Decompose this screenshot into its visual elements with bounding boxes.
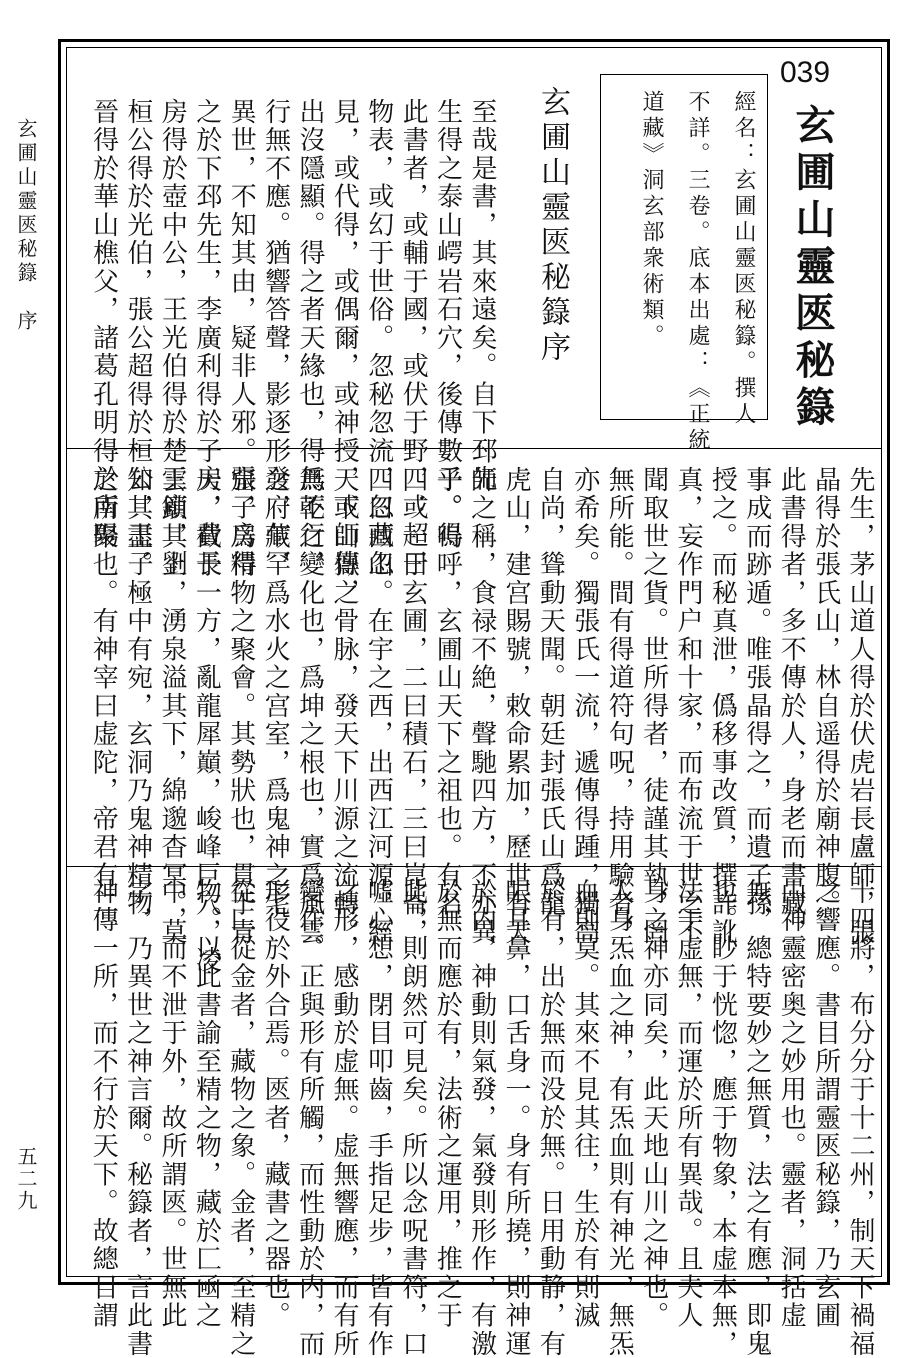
text-column: 之響應。書目所謂靈匧秘籙，乃玄圃: [810, 878, 841, 1330]
scripture-title: 玄圃山靈匧秘籙: [789, 104, 836, 433]
text-column: 從匚從金者，藏物之象。金者，至精之: [225, 878, 256, 1358]
text-column: 身之神亦同矣，此天地山川之神也。: [638, 878, 669, 1330]
text-column: 窟，爲精物之聚會。其勢狀也，貫于青: [225, 466, 256, 947]
text-column: 四：一曰玄圃，二曰積石，三曰崑崙，: [397, 466, 428, 947]
text-column: 之府藏，爲水火之宫室，爲鬼神之宅: [260, 466, 291, 918]
text-column: 人身炁血之神，有炁血則有神光，無炁: [604, 878, 635, 1358]
text-column: 行無不應。猶響答聲，影逐形發，乍罕: [260, 98, 291, 579]
text-column: 異世，不知其由，疑非人邪。張子房得: [226, 98, 257, 579]
text-column: 晶得於張氏山，林自遥得於廟神腹。: [810, 466, 841, 918]
text-column: 山神靈密奥之妙用也。靈者，洞括虚: [776, 878, 807, 1330]
text-column: 虎山，建宫賜號，敕命累加，歷世有天: [501, 466, 531, 947]
text-column: 至哉是書，其來遠矣。自下邳先: [467, 98, 497, 494]
text-column: 乎。嗚呼，玄圃山天下之祖也。有名: [432, 466, 463, 918]
text-column: 師之稱，食禄不絶，聲馳四方，不亦異: [466, 466, 497, 947]
text-column: 雲鎖其上，湧泉溢其下，綿邈杳冥。莫: [157, 466, 187, 947]
text-column: 於無而應於有，法術之運用，推之于: [432, 878, 463, 1330]
text-column: 出沒隱顯。得之者天緣也，得無不行，: [295, 98, 325, 579]
catalog-number: 039: [780, 56, 831, 89]
text-column: 四曰西山。在宇之西，出西江河源，經: [363, 466, 394, 947]
text-column: 法于虚無，而運於所有異哉。且夫人: [673, 878, 703, 1330]
running-head-title: 玄圃山靈匧秘籙 序: [14, 118, 38, 334]
info-line-2: 不詳。三卷。底本出處：《正統: [685, 90, 710, 454]
text-column: 物。以此書諭至精之物，藏於匚凾之: [191, 878, 222, 1330]
text-column: 此書得者，多不傳於人，身老而書藏，: [776, 466, 807, 947]
text-column: 爲乾之變化也，爲坤之根也，實爲風雲: [294, 466, 325, 947]
text-column: 於内，神動則氣發，氣發則形作，有激: [466, 878, 497, 1358]
text-column: 晉得於華山樵父，諸葛孔明得於南陽: [88, 98, 119, 550]
text-column: 字，乃異世之神言爾。秘籙者，言此書: [122, 878, 153, 1358]
text-column: 房得於壺中公，王光伯得於楚王廟，劉: [157, 98, 188, 579]
text-column: 生得之泰山崿岩石穴，後傳數子。得: [432, 98, 463, 550]
text-column: 此書者，或輔于國，或伏于野，或超于: [398, 98, 429, 579]
text-column: 噓心想，閉目叩齒，手指足步，皆有作: [363, 878, 394, 1358]
text-column: 之所聚也。有神宰曰虚陀，帝君有二: [88, 466, 119, 918]
text-column: 神傳一所，而不行於天下。故總目謂: [88, 878, 119, 1330]
page-number: 五二九: [14, 1146, 38, 1212]
text-column: 物表，或幻于世俗。忽秘忽流，忽藏忽: [363, 98, 394, 579]
text-column: 真，妄作門户和十家，而布流于世之不: [673, 466, 703, 947]
text-column: 天，截于一方，亂龍犀巔，峻峰巨穴，凌: [191, 466, 222, 975]
text-column: 眼耳鼻，口舌身一。身有所撓，則神運: [501, 878, 531, 1358]
text-column: 於有，出於無而没於無。日用動静，有: [535, 878, 566, 1358]
preface-title: 玄圃山靈匧秘籙序: [535, 86, 570, 366]
text-column: 自尚，聳動天聞。朝廷封張氏山爲龍: [535, 466, 566, 918]
text-column: 形役於外合焉。匧者，藏書之器也。: [260, 878, 291, 1330]
text-column: 聞取世之貨。世所得者，徒謹其執，罔: [638, 466, 669, 947]
text-column: 十四將，布分分于十二州，制天下禍福: [845, 878, 875, 1358]
info-line-3: 道藏》洞玄部衆術類。: [639, 90, 664, 350]
text-column: 授之。而秘真泄，僞移事改質，撰詐訛: [707, 466, 738, 947]
text-column: 血則莫。其來不見其往，生於有則滅: [569, 878, 600, 1330]
text-column: 變作。正與形有所觸，而性動於内，而: [294, 878, 325, 1358]
text-column: 知其盡。極中有宛，玄洞乃鬼神精物: [122, 466, 153, 918]
text-column: 天下山嶽之骨脉，發天下川源之流轉。: [329, 466, 359, 947]
text-column: 事成而跡遁。唯張晶得之，而遺子孫: [741, 466, 772, 918]
text-column: 之形，感動於虚無。虚無響應，而有所: [329, 878, 359, 1358]
text-column: 見，或代得，或偶爾，或神授，或師傳，: [329, 98, 360, 607]
info-line-1: 經名：玄圃山靈匧秘籙。撰人: [731, 90, 756, 428]
text-column: 先生，茅山道人得於伏虎岩長盧師，張: [845, 466, 875, 947]
text-column: 之於下邳先生，李廣利得於子房，費長: [191, 98, 222, 579]
text-column: 桓公得於光伯，張公超得於桓公，王子: [123, 98, 153, 579]
text-column: 無，總特要妙之無質，法之有應，即鬼: [741, 878, 772, 1358]
text-column: 中，而不泄于外，故所謂匧。世無此: [157, 878, 187, 1330]
text-column: 無所能。間有得道符句呪，持用驗者，: [604, 466, 635, 947]
text-column: 亦希矣。獨張氏一流，遞傳得踵，獨高: [569, 466, 600, 947]
text-column: 此，則朗然可見矣。所以念呪書符，口: [397, 878, 428, 1358]
text-column: 也。眇于恍惚，應于物象，本虚本無，: [707, 878, 738, 1358]
